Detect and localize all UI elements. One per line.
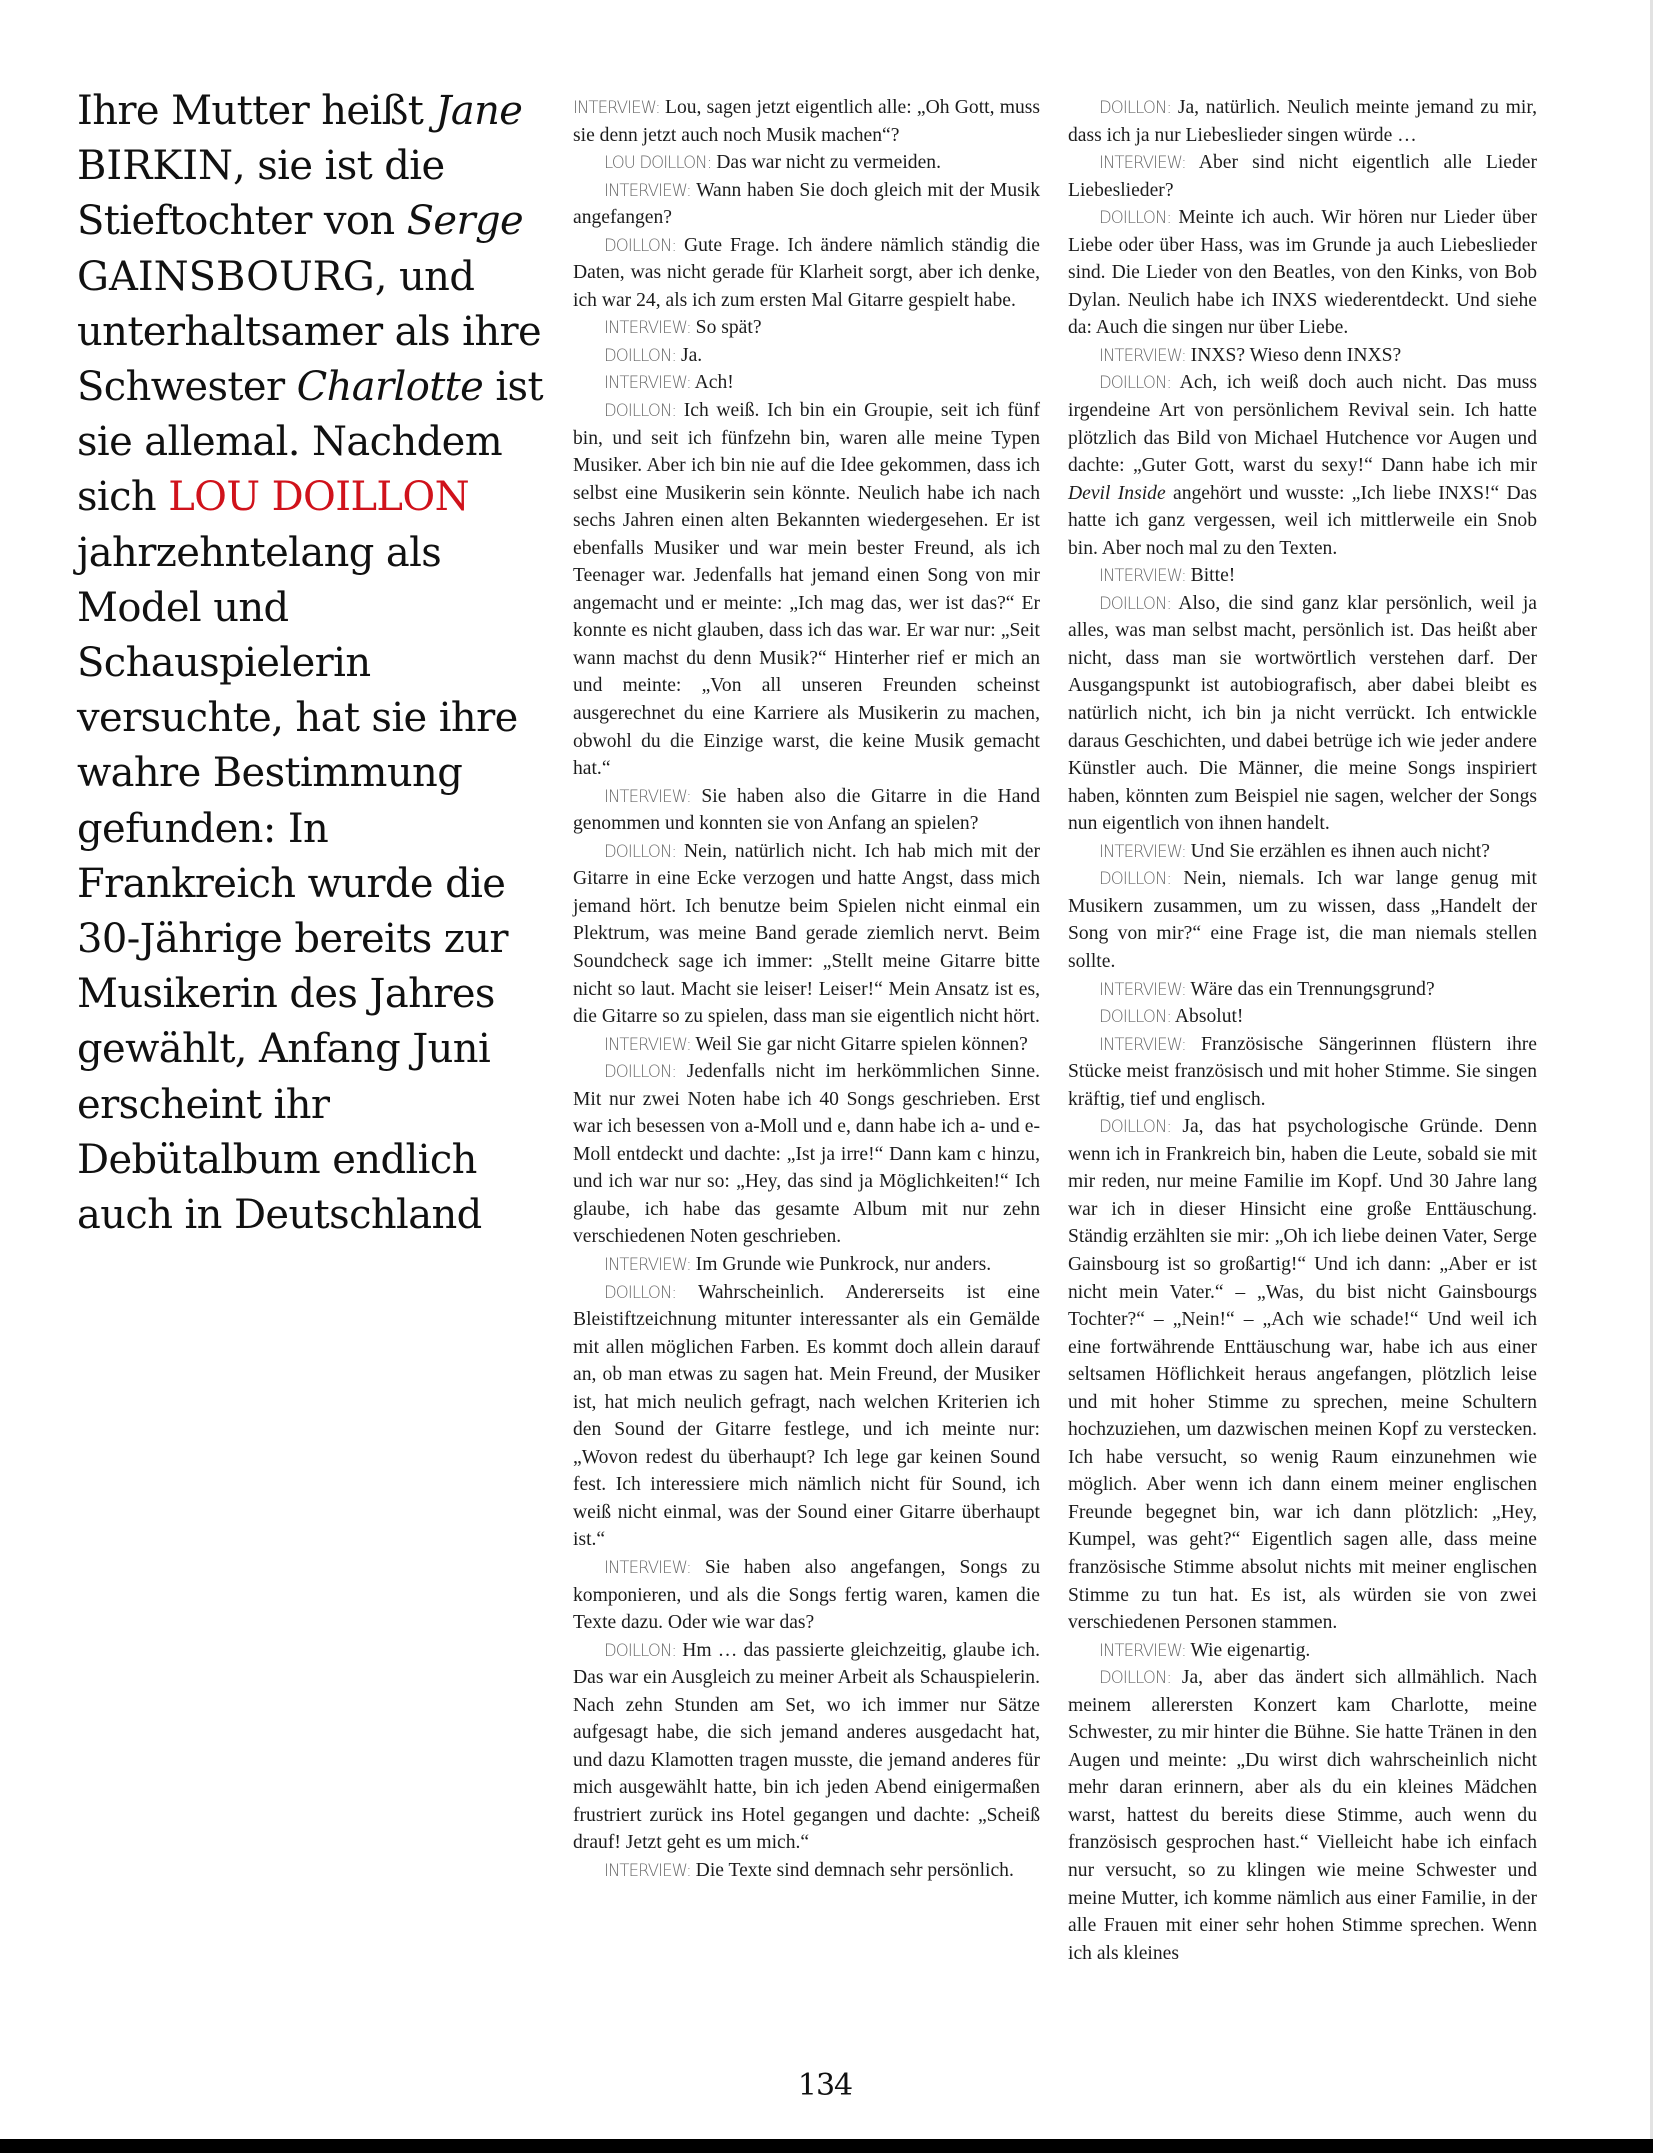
speaker-label: DOILLON:	[1099, 208, 1172, 228]
speaker-label: DOILLON:	[604, 1062, 677, 1082]
qa-paragraph	[573, 1857, 1040, 1885]
bottom-border-bar	[0, 2139, 1653, 2153]
intro-name-serge: Serge	[406, 198, 524, 245]
qa-paragraph	[573, 1031, 1040, 1059]
speaker-label: INTERVIEW:	[1099, 979, 1186, 999]
paragraph-text: Wäre das ein Trennungsgrund?	[1190, 978, 1435, 1000]
paragraph-text: Ja, natürlich. Neulich meinte jemand zu mir, dass ich ja nur Liebeslieder singen würde …	[1068, 97, 1537, 146]
speaker-label: DOILLON:	[604, 401, 677, 421]
paragraph-text: Wahrscheinlich. Andererseits ist eine Bleistiftzeichnung mitunter interessanter als ein Gemälde mit allen möglichen Farben. Es kommt doch allein darauf an, ob man etwas zu sagen hat. Mein Freund, der Musiker ist, hat mich neulich gefragt, nach welchen Kriterien ich den Sound der Gitarre festlege, und ich meinte nur: „Wovon redest du überhaupt? Ich lege gar keinen Sound fest. Ich interessiere mich nämlich nicht für Sound, ich weiß nicht einmal, was der Sound einer Gitarre überhaupt ist.“	[573, 1281, 1041, 1551]
paragraph-text: So spät?	[695, 317, 762, 339]
paragraph-text: Hm … das passierte gleichzeitig, glaube ich. Das war ein Ausgleich zu meiner Arbeit als Schauspielerin. Nach zehn Stunden am Set, wo ich immer nur Sätze aufgesagt habe, die sich jemand anderes ausgedacht hat, und dazu Klamotten tragen musste, die jemand anderes für mich ausgewählt hatte, bin ich jeden Abend einigermaßen frustriert zurück ins Hotel gegangen und dachte: „Scheiß drauf! Jetzt geht es um mich.“	[573, 1639, 1040, 1854]
speaker-label: DOILLON:	[1099, 593, 1172, 613]
paragraph-text: Nein, natürlich nicht. Ich hab mich mit der Gitarre in eine Ecke verzogen und hatte Angst, dass mich jemand hört. Ich benutze beim Spielen nicht einmal ein Plektrum, was meine Band gerade ziemlich nervt. Beim Soundcheck sage ich immer: „Stellt meine Gitarre bitte nicht so laut. Macht sie leiser! Leiser!“ Mein Ansatz ist es, die Gitarre so zu spielen, dass man sie eigentlich nicht hört.	[573, 840, 1040, 1028]
paragraph-text: Das war nicht zu vermeiden.	[716, 152, 941, 174]
paragraph-text: Aber sind nicht eigentlich alle Lieder Liebeslieder?	[1068, 152, 1537, 201]
qa-paragraph	[573, 1279, 1040, 1554]
qa-paragraph	[573, 232, 1040, 315]
qa-paragraph	[1068, 1003, 1537, 1031]
speaker-label: DOILLON:	[604, 1640, 677, 1660]
paragraph-text: angehört und wusste: „Ich liebe INXS!“ Das hatte ich ganz vergessen, weil ich mittlerweile ein Snob bin. Aber noch mal zu den Texten.	[1068, 482, 1538, 559]
speaker-label: INTERVIEW:	[1099, 1640, 1186, 1660]
speaker-label: DOILLON:	[1099, 1007, 1172, 1027]
paragraph-text: Also, die sind ganz klar persönlich, weil ja alles, was man selbst macht, persönlich ist. Das heißt aber nicht, dass man sie wortwörtlich verstehen darf. Der Ausgangspunkt ist autobiografisch, aber dabei bleibt es natürlich nicht, ich bin ja nicht verrückt. Ich entwickle daraus Geschichten, und dabei betrüge ich wie jeder andere Künstler auch. Die Männer, die meine Songs inspiriert haben, könnten zum Beispiel nie sagen, welcher der Songs nun eigentlich von ihnen handelt.	[1068, 592, 1537, 835]
song-title: Devil Inside	[1068, 482, 1166, 504]
paragraph-text: Weil Sie gar nicht Gitarre spielen können?	[695, 1033, 1028, 1055]
qa-paragraph	[1068, 149, 1537, 204]
paragraph-text: Sie haben also angefangen, Songs zu komponieren, und als die Songs fertig waren, kamen die Texte dazu. Oder wie war das?	[573, 1556, 1040, 1634]
speaker-label: INTERVIEW:	[604, 318, 691, 338]
paragraph-text: Ja.	[680, 344, 703, 366]
paragraph-text: Die Texte sind demnach sehr persönlich.	[695, 1860, 1014, 1881]
paragraph-text: Ja, aber das ändert sich allmählich. Nach meinem allerersten Konzert kam Charlotte, meine Schwester, zu mir hinter die Bühne. Sie hatte Tränen in den Augen und meinte: „Du wirst dich wahrscheinlich nicht mehr daran erinnern, aber als du ein kleines Mädchen warst, hattest du bereits diese Stimme, auch wenn du französisch gesprochen hast.“ Vielleicht habe ich einfach nur versucht, so zu klingen wie meine Schwester und meine Mutter, ich komme nämlich aus einer Familie, in der alle Frauen mit einer sehr hohen Stimme sprechen. Wenn ich als kleines	[1068, 1667, 1537, 1964]
qa-paragraph	[1068, 865, 1537, 975]
qa-paragraph	[573, 397, 1040, 783]
intro-text: , sie ist die Stieftochter von	[77, 143, 445, 245]
qa-paragraph	[1068, 976, 1537, 1004]
speaker-label: INTERVIEW:	[1099, 1034, 1186, 1054]
qa-paragraph	[573, 1058, 1040, 1251]
paragraph-text: Französische Sängerinnen flüstern ihre Stücke meist französisch und mit hoher Stimme. Sie singen kräftig, tief und englisch.	[1068, 1033, 1537, 1110]
paragraph-text: Absolut!	[1174, 1006, 1244, 1028]
qa-paragraph	[573, 783, 1040, 838]
intro-text: , und unterhaltsamer als ihre Schwester	[77, 253, 542, 411]
paragraph-text: Lou, sagen jetzt eigentlich alle: „Oh Gott, muss sie denn jetzt auch noch Musik machen“?	[573, 97, 1041, 146]
qa-paragraph	[573, 94, 1040, 149]
interview-column-2	[1068, 94, 1537, 1967]
qa-paragraph	[573, 369, 1040, 397]
paragraph-text: Sie haben also die Gitarre in die Hand genommen und konnten sie von Anfang an spielen?	[573, 785, 1040, 835]
interview-column-1	[573, 94, 1040, 1885]
intro-name-birkin: BIRKIN	[77, 143, 233, 190]
paragraph-text: Im Grunde wie Punkrock, nur anders.	[695, 1253, 992, 1275]
qa-paragraph	[573, 342, 1040, 370]
qa-paragraph	[573, 1251, 1040, 1279]
intro-name-charlotte: Charlotte	[296, 364, 484, 411]
qa-paragraph	[573, 177, 1040, 232]
speaker-label: INTERVIEW:	[1099, 841, 1186, 861]
speaker-label: DOILLON:	[604, 1282, 677, 1302]
page-number: 134	[797, 2068, 853, 2103]
intro-text: jahrzehntelang als Model und Schauspielerin versuchte, hat sie ihre wahre Bestimmung gefunden: In Frankreich wurde die 30-Jährige bereits zur Musikerin des Jahres gewählt, Anfang Juni erscheint ihr Debütalbum endlich auch in Deutschland	[77, 529, 518, 1239]
intro-text: Ihre Mutter heißt	[77, 88, 436, 134]
speaker-label: LOU DOILLON:	[604, 153, 712, 173]
qa-paragraph	[1068, 1031, 1537, 1114]
qa-paragraph	[1068, 1113, 1537, 1636]
qa-paragraph	[573, 838, 1040, 1031]
paragraph-text: INXS? Wieso denn INXS?	[1190, 344, 1402, 366]
speaker-label: INTERVIEW:	[604, 373, 691, 393]
speaker-label: INTERVIEW:	[604, 180, 691, 200]
paragraph-text: Ach!	[694, 372, 734, 394]
speaker-label: DOILLON:	[1099, 98, 1172, 117]
paragraph-text: Meinte ich auch. Wir hören nur Lieder über Liebe oder über Hass, was im Grunde ja auch Liebeslieder sind. Die Lieder von den Beatles, von den Kinks, von Bob Dylan. Neulich habe ich INXS wiederentdeckt. Und siehe da: Auch die singen nur über Liebe.	[1068, 207, 1537, 339]
qa-paragraph	[1068, 1664, 1537, 1967]
qa-paragraph	[573, 149, 1040, 177]
qa-paragraph	[1068, 590, 1537, 838]
qa-paragraph	[1068, 562, 1537, 590]
paragraph-text: Ja, das hat psychologische Gründe. Denn wenn ich in Frankreich bin, haben die Leute, sobald sie mit mir reden, nur meine Familie im Kopf. Und 30 Jahre lang war ich in dieser Hinsicht eine große Enttäuschung. Ständig erzählten sie mir: „Oh ich liebe deinen Vater, Serge Gainsbourg ist so großartig!“ Und ich dann: „Aber er ist nicht mein Vater.“ – „Was, du bist nicht Gainsbourgs Tochter?“ – „Nein!“ – „Ach wie schade!“ Und weil ich eine fortwährende Enttäuschung war, habe ich aus einer seltsamen Höflichkeit heraus angefangen, plötzlich leise und mit hoher Stimme zu sprechen, meine Schultern hochzuziehen, um dazwischen meinen Kopf zu verstecken. Ich habe versucht, so wenig Raum einzunehmen wie möglich. Aber wenn ich dann einem meiner englischen Freunde begegnet bin, war ich dann plötzlich: „Hey, Kumpel, was geht?“ Eigentlich sagen alle, dass meine französische Stimme absolut nichts mit meiner englischen Stimme zu tun hat. Es ist, als würden sie von zwei verschiedenen Personen stammen.	[1068, 1116, 1537, 1634]
speaker-label: INTERVIEW:	[1099, 153, 1186, 173]
qa-paragraph	[573, 314, 1040, 342]
paragraph-text: Und Sie erzählen es ihnen auch nicht?	[1190, 840, 1490, 862]
speaker-label: INTERVIEW:	[604, 786, 691, 806]
paragraph-text: Gute Frage. Ich ändere nämlich ständig die Daten, was nicht gerade für Klarheit sorgt, aber ich denke, ich war 24, als ich zum ersten Mal Gitarre gespielt habe.	[573, 234, 1040, 311]
speaker-label: DOILLON:	[1099, 869, 1172, 889]
qa-paragraph	[1068, 204, 1537, 342]
speaker-label: DOILLON:	[1099, 1117, 1172, 1137]
paragraph-text: Wie eigenartig.	[1190, 1639, 1311, 1661]
paragraph-text: Nein, niemals. Ich war lange genug mit Musikern zusammen, um zu wissen, dass „Handelt der Song von mir?“ eine Frage ist, die man niemals stellen sollte.	[1068, 868, 1537, 972]
speaker-label: DOILLON:	[604, 235, 677, 255]
speaker-label: INTERVIEW:	[1099, 345, 1186, 365]
qa-paragraph	[1068, 838, 1537, 866]
speaker-label: INTERVIEW:	[604, 1034, 691, 1054]
qa-paragraph	[573, 1554, 1040, 1637]
qa-paragraph	[1068, 342, 1537, 370]
speaker-label: INTERVIEW:	[573, 98, 660, 117]
speaker-label: DOILLON:	[1099, 373, 1172, 393]
intro-standfirst	[77, 84, 557, 1243]
speaker-label: DOILLON:	[1099, 1668, 1172, 1688]
speaker-label: INTERVIEW:	[604, 1557, 691, 1577]
paragraph-text: Bitte!	[1190, 565, 1236, 587]
qa-paragraph	[1068, 94, 1537, 149]
intro-text: ist sie allemal. Nachdem sich	[77, 364, 543, 521]
paragraph-text: Ich weiß. Ich bin ein Groupie, seit ich fünf bin, und seit ich fünfzehn bin, waren alle meine Typen Musiker. Aber ich bin nie auf die Idee gekommen, dass ich selbst eine Musikerin sein könnte. Neulich habe ich nach sechs Jahren einen alten Bekannten wiedergesehen. Er ist ebenfalls Musiker und war mein bester Freund, als ich Teenager war. Jedenfalls hat jemand einen Song von mir angemacht und er meinte: „Ich mag das, wer ist das?“ Er konnte es nicht glauben, dass ich das war. Er war nur: „Seit wann machst du denn Musik?“ Hinterher rief er mich an und meinte: „Von all unseren Freunden scheinst ausgerechnet du eine Karriere als Musikerin zu machen, obwohl du die Einzige warst, die keine Musik gemacht hat.“	[573, 400, 1040, 780]
qa-paragraph	[573, 1637, 1040, 1857]
speaker-label: INTERVIEW:	[1099, 566, 1186, 586]
qa-paragraph	[1068, 1637, 1537, 1665]
paragraph-text: Wann haben Sie doch gleich mit der Musik angefangen?	[573, 179, 1040, 229]
paragraph-text: Jedenfalls nicht im herkömmlichen Sinne. Mit nur zwei Noten habe ich 40 Songs geschrieben. Erst war ich besessen von a-Moll und e, dann habe ich a- und e-Moll entdeckt und dachte: „Ist ja irre!“ Dann kam c hinzu, und ich war nur so: „Hey, das sind ja Möglichkeiten!“ Ich glaube, ich habe das gesamte Album mit nur zehn verschiedenen Noten geschrieben.	[573, 1061, 1040, 1248]
speaker-label: INTERVIEW:	[604, 1254, 691, 1274]
qa-paragraph	[1068, 369, 1537, 562]
paragraph-text: Ach, ich weiß doch auch nicht. Das muss irgendeine Art von persönlichem Revival sein. Ich hatte plötzlich das Bild von Michael Hutchence vor Augen und dachte: „Guter Gott, warst du sexy!“ Dann habe ich mir	[1068, 372, 1537, 477]
intro-name-jane: Jane	[435, 88, 523, 134]
speaker-label: INTERVIEW:	[604, 1861, 691, 1880]
intro-name-gainsbourg: GAINSBOURG	[77, 253, 375, 300]
intro-name-lou-doillon: LOU DOILLON	[168, 474, 469, 521]
speaker-label: DOILLON:	[604, 345, 677, 365]
speaker-label: DOILLON:	[604, 841, 677, 861]
